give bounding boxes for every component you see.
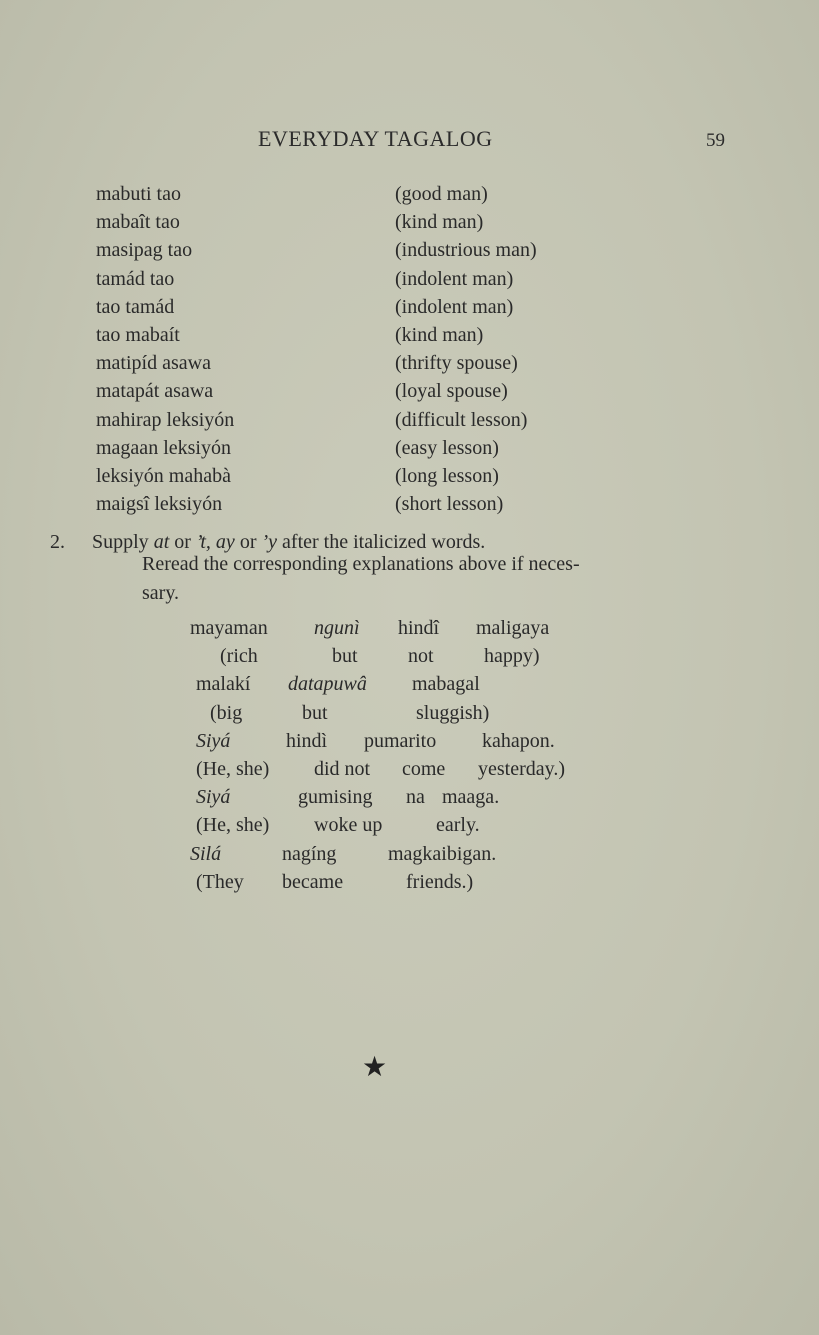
example-italic-word: ngunì [314, 617, 360, 639]
vocab-term: leksiyón mahabà [96, 464, 231, 487]
example-gloss: friends.) [406, 870, 474, 893]
vocab-row [96, 462, 696, 490]
vocab-gloss: (kind man) [395, 211, 484, 234]
example-italic-word: Siyá [196, 786, 231, 809]
vocab-term: masipag tao [96, 239, 193, 262]
star-ornament-icon: ★ [362, 1052, 388, 1083]
example-row [190, 783, 640, 811]
vocab-row [96, 180, 696, 208]
example-row [190, 642, 640, 670]
example-row [190, 811, 640, 839]
example-row [190, 614, 640, 642]
vocabulary-list [96, 180, 696, 518]
example-gloss: (He, she) [196, 814, 270, 837]
vocab-term: mahirap leksiyón [96, 408, 235, 431]
example-gloss: (He, she) [196, 757, 270, 780]
example-gloss: come [402, 757, 446, 780]
instruction-italic-word: ’y [261, 531, 278, 553]
example-gloss: not [408, 645, 434, 668]
vocab-term: maigsî leksiyón [96, 493, 223, 516]
vocab-term: matapát asawa [96, 380, 214, 403]
example-gloss: did not [314, 757, 371, 780]
vocab-row [96, 349, 696, 377]
vocab-gloss: (indolent man) [395, 295, 514, 318]
example-word: hindî [398, 617, 440, 639]
example-word: malakí [196, 673, 251, 696]
vocab-gloss: (long lesson) [395, 464, 499, 487]
vocab-term: tao mabaít [96, 323, 180, 346]
example-gloss: early. [436, 814, 480, 837]
example-italic-word: Siyá [196, 729, 231, 752]
vocab-gloss: (difficult lesson) [395, 408, 528, 431]
vocab-term: tamád tao [96, 267, 175, 290]
example-gloss: (big [210, 701, 243, 724]
vocab-gloss: (kind man) [395, 323, 484, 346]
example-word: kahapon. [482, 729, 555, 752]
instruction-italic-word: at [153, 531, 170, 553]
example-gloss: became [282, 870, 344, 893]
vocab-gloss: (indolent man) [395, 267, 514, 290]
example-word: gumising [298, 786, 373, 809]
vocab-row [96, 265, 696, 293]
example-word: magkaibigan. [388, 842, 497, 865]
vocab-gloss: (easy lesson) [395, 436, 499, 459]
page-number: 59 [706, 130, 725, 151]
example-sentences [190, 614, 640, 896]
example-gloss: but [332, 645, 358, 668]
instruction-word: Supply [92, 531, 149, 553]
instruction-italic-word: ay [215, 531, 235, 553]
vocab-term: magaan leksiyón [96, 436, 231, 459]
vocab-gloss: (loyal spouse) [395, 380, 508, 403]
example-gloss: happy) [484, 645, 540, 668]
example-gloss: but [302, 701, 328, 724]
vocab-row [96, 293, 696, 321]
exercise-number: 2. [50, 531, 65, 553]
vocab-row [96, 321, 696, 349]
vocab-row [96, 406, 696, 434]
instruction-word: after the italicized words. [282, 531, 486, 553]
instruction-word: or [174, 531, 191, 553]
vocab-row [96, 236, 696, 264]
example-gloss: (rich [220, 645, 258, 668]
example-gloss: woke up [314, 814, 383, 837]
vocab-term: tao tamád [96, 295, 175, 318]
vocab-term: mabuti tao [96, 183, 181, 205]
example-word: hindì [286, 729, 328, 752]
instruction-word: or [239, 531, 257, 553]
exercise-instruction-line: sary. [142, 582, 180, 604]
example-gloss: (They [196, 870, 244, 893]
vocab-gloss: (good man) [395, 183, 488, 205]
vocab-gloss: (industrious man) [395, 239, 537, 262]
example-row [190, 755, 640, 783]
example-word: mabagal [412, 673, 480, 696]
vocab-term: matipíd asawa [96, 352, 211, 375]
running-head: EVERYDAY TAGALOG [258, 126, 493, 151]
vocab-row [96, 208, 696, 236]
example-row [190, 727, 640, 755]
example-word: pumarito [364, 729, 437, 752]
vocab-row [96, 377, 696, 405]
exercise-instruction-line: Reread the corresponding explanations above if neces- [142, 553, 580, 575]
vocab-term: mabaît tao [96, 211, 180, 234]
example-italic-word: Silá [190, 842, 222, 865]
example-word: maligaya [476, 617, 550, 639]
example-word: maaga. [442, 786, 500, 809]
vocab-row [96, 490, 696, 518]
example-gloss: yesterday.) [478, 757, 565, 780]
example-word: mayaman [190, 617, 268, 639]
vocab-gloss: (short lesson) [395, 493, 504, 516]
vocab-gloss: (thrifty spouse) [395, 352, 518, 375]
example-gloss: sluggish) [416, 701, 490, 724]
example-word: nagíng [282, 842, 337, 865]
example-row [190, 840, 640, 868]
example-row [190, 670, 640, 698]
example-word: na [406, 786, 425, 809]
example-row [190, 868, 640, 896]
vocab-row [96, 434, 696, 462]
example-italic-word: datapuwâ [288, 673, 367, 696]
example-row [190, 699, 640, 727]
instruction-italic-word: ’t, [195, 531, 211, 553]
